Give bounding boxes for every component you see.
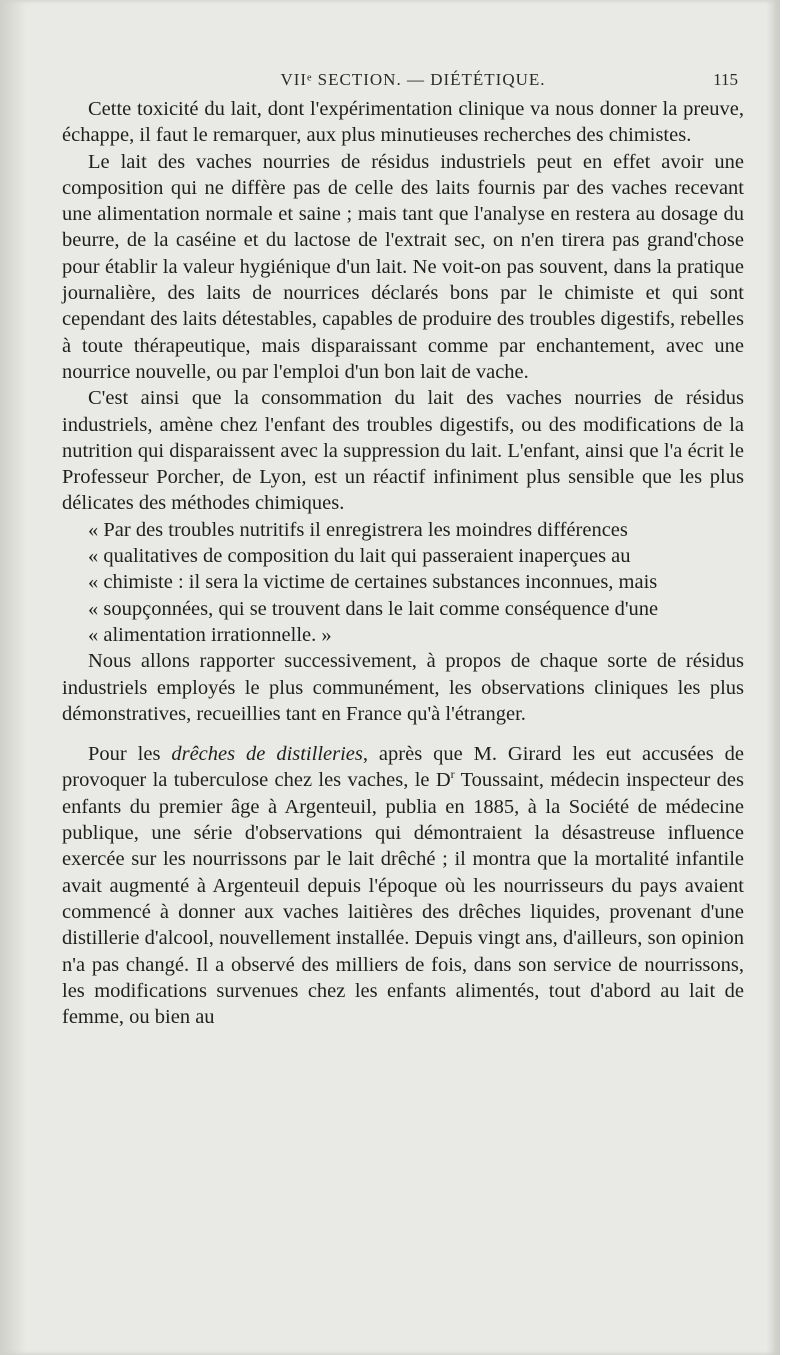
rest-text: Toussaint, médecin inspecteur des enfants du premier âge à Argenteuil, publia en 1885, à la Société de médecine publique, une série d'observations qui démontraient la désastreuse influence exercée sur les nourrissons par le lait drêché ; il montra que la mortalité infantile avait augmenté à Argenteuil depuis l'époque où les nourrisseurs du pays avaient commencé à donner aux vaches laitières des drêches liquides, provenant d'une distillerie d'alcool, nouvellement installée. Depuis vingt ans, d'ailleurs, son opinion n'a pas changé. Il a observé des milliers de fois, dans son service de nourrissons, les modifications survenues chez les enfants alimentés, tout d'abord au lait de femme, ou bien au <box>62 769 744 1029</box>
quote-line: « soupçonnées, qui se trouvent dans le lait comme conséquence d'une <box>88 597 659 620</box>
quote-line: « Par des troubles nutritifs il enregistrera les moindres différences <box>88 518 628 541</box>
quote-line: « qualitatives de composition du lait qui passeraient inaperçues au <box>88 545 631 568</box>
body-text <box>62 96 744 1030</box>
text-before-superscript: , après que M. Girard les eut accusées de provoquer la tuberculose chez les vaches, le D <box>62 743 744 792</box>
porcher-quote <box>62 517 744 648</box>
section-title: VIIᵉ SECTION. — DIÉTÉTIQUE. <box>280 70 546 89</box>
page-number: 115 <box>713 70 738 89</box>
italic-term: drêches de distilleries <box>171 743 363 766</box>
paragraph-observations: Nous allons rapporter successivement, à propos de chaque sorte de résidus industriels employés le plus communément, les observations cliniques les plus démonstratives, recueillies tant en France qu'à l'étranger. <box>62 650 744 725</box>
paragraph-consumption: C'est ainsi que la consommation du lait des vaches nourries de résidus industriels, amène chez l'enfant des troubles digestifs, ou des modifications de la nutrition qui disparaissent avec la suppression du lait. L'enfant, ainsi que l'a écrit le Professeur Porcher, de Lyon, est un réactif infiniment plus sensible que les plus délicates des méthodes chimiques. <box>62 387 744 515</box>
quote-line: « alimentation irrationnelle. » <box>88 623 332 646</box>
lead-text: Pour les <box>88 743 172 766</box>
running-head <box>88 70 738 96</box>
paragraph-toxicity: Cette toxicité du lait, dont l'expérimentation clinique va nous donner la preuve, échappe, il faut le remarquer, aux plus minutieuses recherches des chimistes. <box>62 98 744 147</box>
paragraph-distilleries <box>62 741 744 1030</box>
paragraph-composition: Le lait des vaches nourries de résidus industriels peut en effet avoir une composition qui ne diffère pas de celle des laits fournis par des vaches recevant une alimentation normale et saine ; mais tant que l'analyse en restera au dosage du beurre, de la caséine et du lactose de l'extrait sec, on n'en tirera pas grand'chose pour établir la valeur hygiénique d'un lait. Ne voit-on pas souvent, dans la pratique journalière, des laits de nourrices déclarés bons par le chimiste et qui sont cependant des laits détestables, capables de produire des troubles digestifs, rebelles à toute thérapeutique, mais disparaissant comme par enchantement, avec une nourrice nouvelle, ou par l'emploi d'un bon lait de vache. <box>62 150 744 383</box>
quote-line: « chimiste : il sera la victime de certaines substances inconnues, mais <box>88 571 658 594</box>
superscript: r <box>450 767 455 782</box>
